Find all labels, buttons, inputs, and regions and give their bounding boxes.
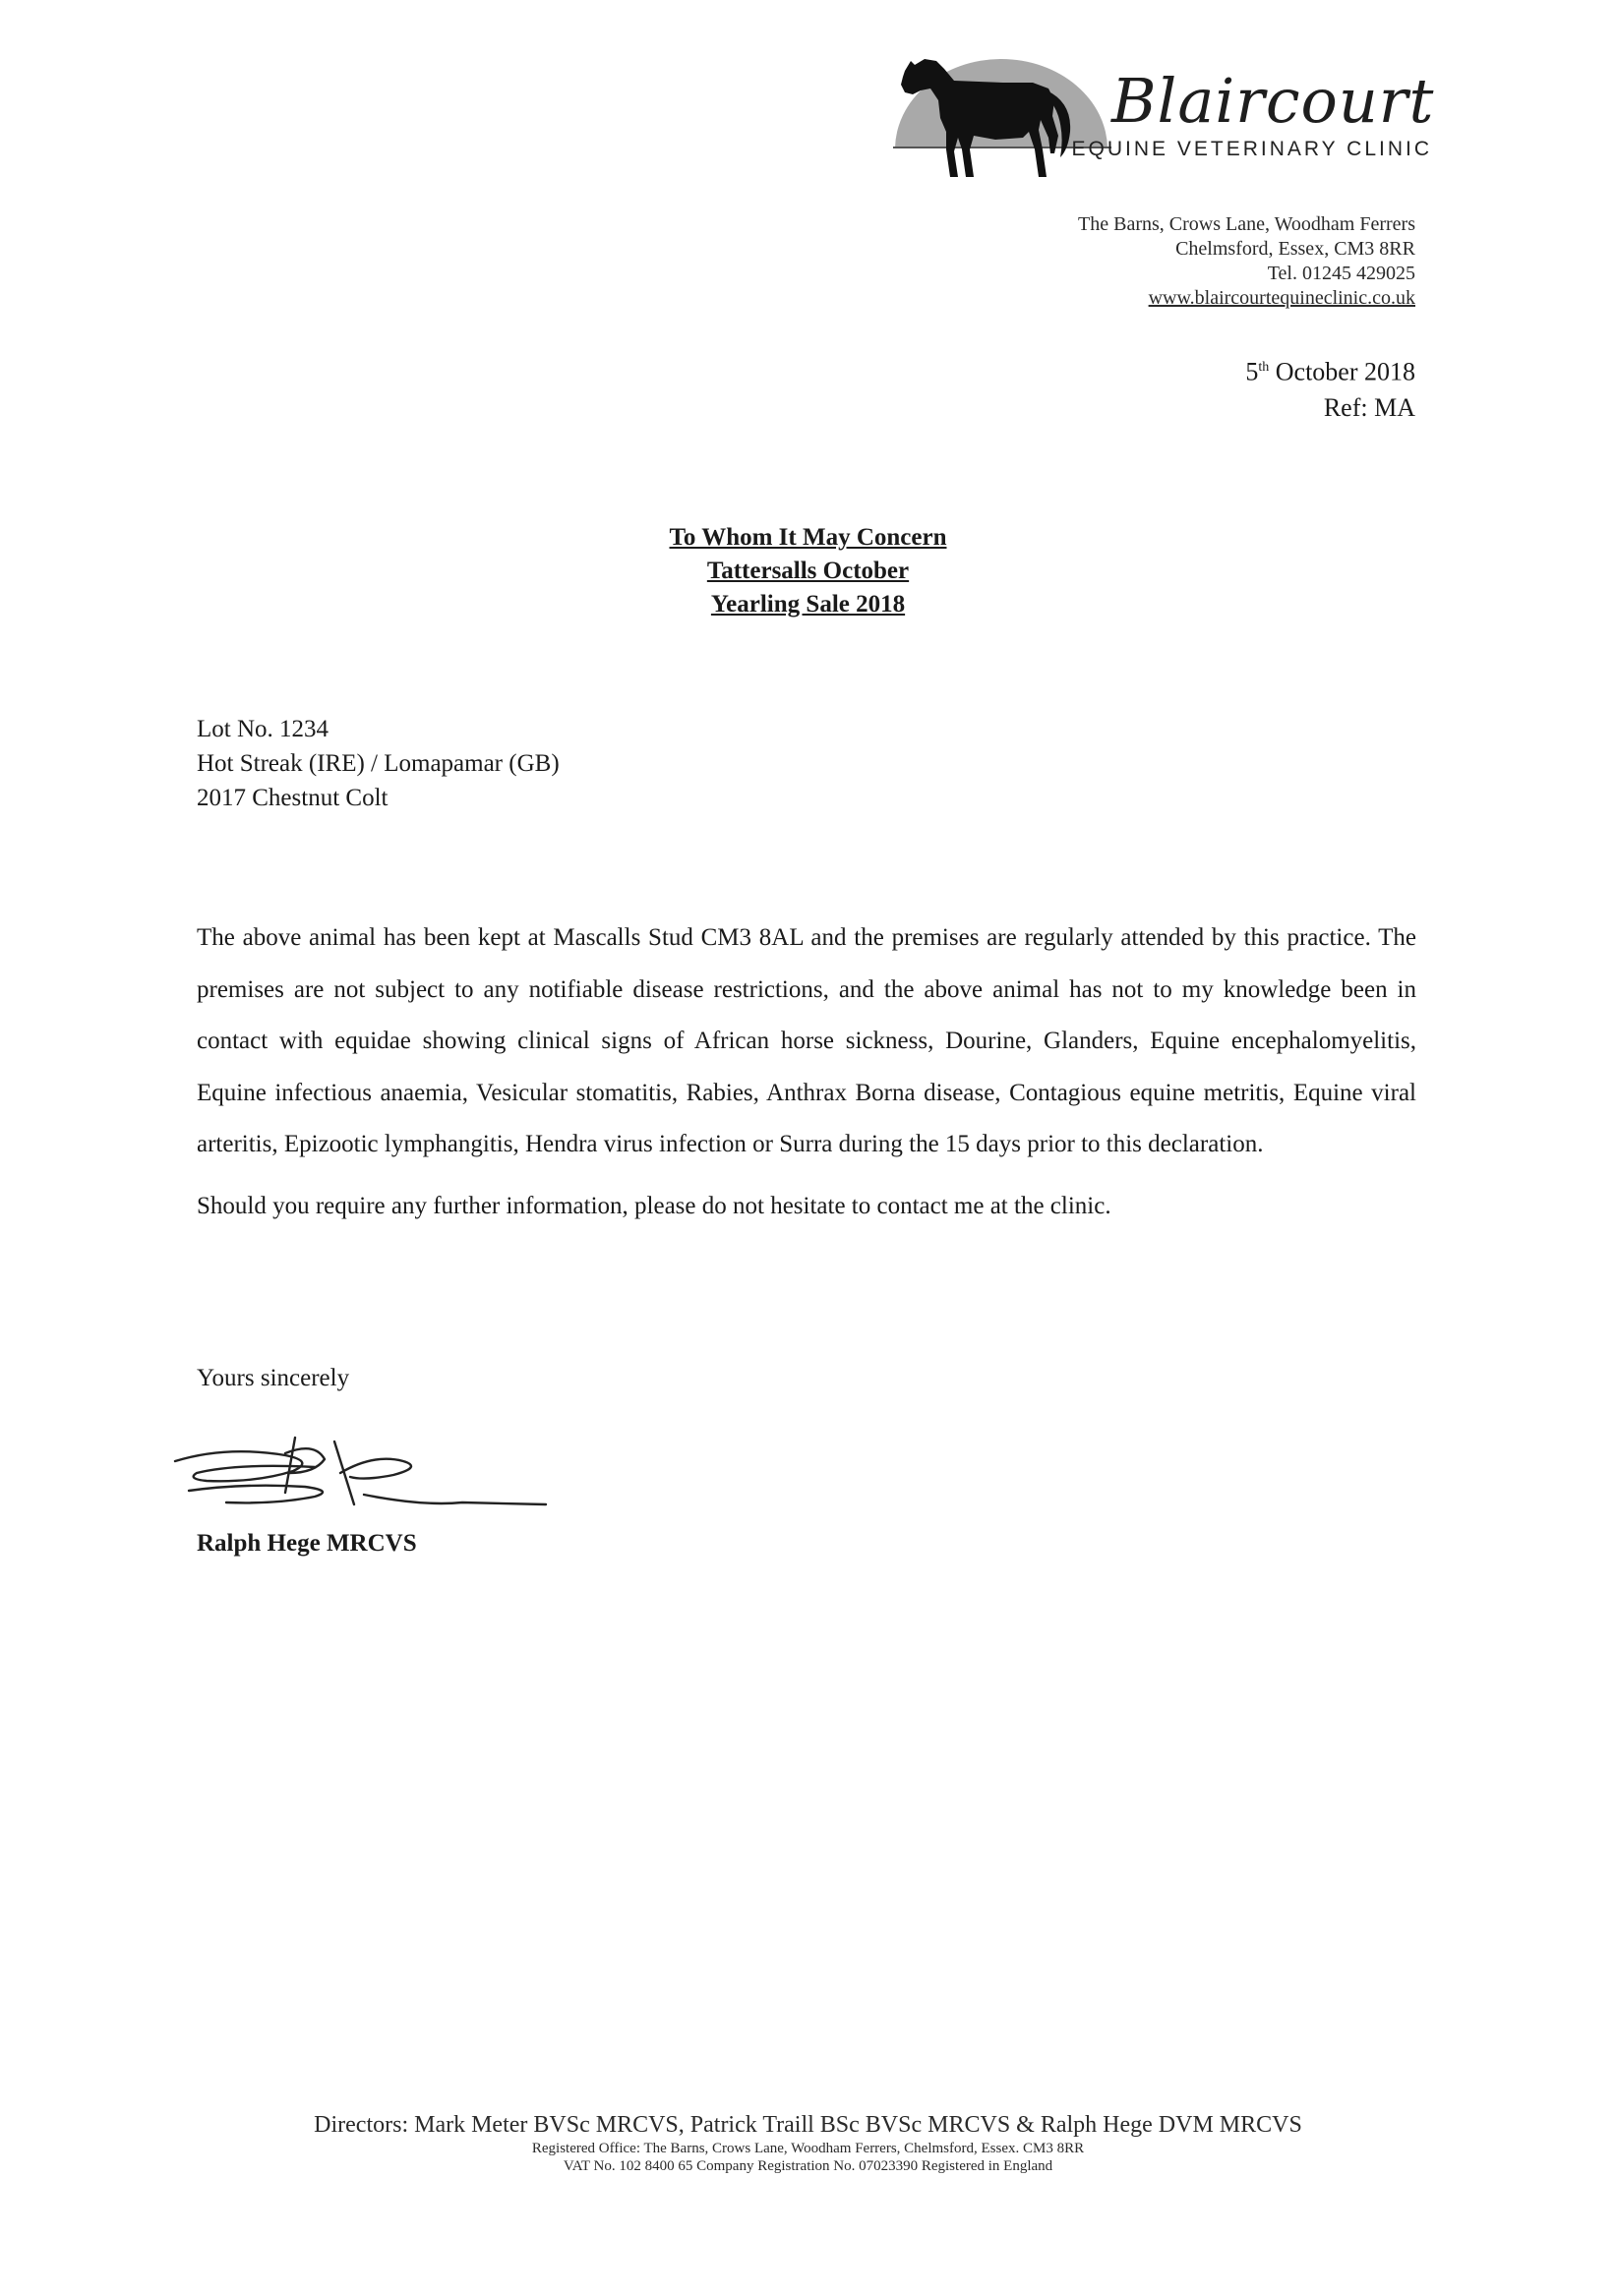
clinic-address <box>1078 212 1415 311</box>
letter-footer <box>0 2110 1616 2175</box>
lot-number: Lot No. 1234 <box>197 716 329 742</box>
address-line: Chelmsford, Essex, CM3 8RR <box>1175 238 1415 260</box>
body-paragraph: The above animal has been kept at Mascalls Stud CM3 8AL and the premises are regularly attended by this practice. The premises are not subject to any notifiable disease restrictions, and the above animal has not to my knowledge been in contact with equidae showing clinical signs of African horse sickness, Dourine, Glanders, Equine encephalomyelitis, Equine infectious anaemia, Vesicular stomatitis, Rabies, Anthrax Borna disease, Contagious equine metritis, Equine viral arteritis, Epizootic lymphangitis, Hendra virus infection or Surra during the 15 days prior to this declaration. <box>197 924 1416 1157</box>
footer-registered-office: Registered Office: The Barns, Crows Lane, Woodham Ferrers, Chelmsford, Essex. CM3 8RR <box>531 2141 1085 2156</box>
signer-name: Ralph Hege MRCVS <box>197 1530 417 1557</box>
letter-body <box>197 913 1416 1232</box>
body-paragraph: Should you require any further information, please do not hesitate to contact me at the clinic. <box>197 1192 1111 1219</box>
subject-line: Tattersalls October <box>706 558 910 584</box>
subject-line: To Whom It May Concern <box>669 524 947 551</box>
subject-line: Yearling Sale 2018 <box>710 591 906 618</box>
closing-salutation: Yours sincerely <box>197 1365 350 1391</box>
website-link[interactable]: www.blaircourtequineclinic.co.uk <box>1148 287 1415 309</box>
handwritten-signature <box>167 1434 561 1528</box>
lot-pedigree: Hot Streak (IRE) / Lomapamar (GB) <box>197 750 560 777</box>
clinic-logo: Blaircourt EQUINE VETERINARY CLINIC <box>885 47 1436 190</box>
footer-vat-company: VAT No. 102 8400 65 Company Registration No. 07023390 Registered in England <box>563 2158 1053 2174</box>
address-line: The Barns, Crows Lane, Woodham Ferrers <box>1078 213 1415 235</box>
letter-subject <box>0 521 1616 621</box>
phone-number: Tel. 01245 429025 <box>1267 263 1415 284</box>
lot-description: 2017 Chestnut Colt <box>197 785 389 811</box>
lot-details <box>197 712 560 815</box>
footer-directors: Directors: Mark Meter BVSc MRCVS, Patrick Traill BSc BVSc MRCVS & Ralph Hege DVM MRCVS <box>314 2112 1302 2138</box>
letter-reference: Ref: MA <box>1323 392 1415 422</box>
letter-date: 5th October 2018 <box>1245 357 1415 386</box>
date-reference-block <box>1245 350 1415 426</box>
horse-logo-icon <box>885 47 1111 190</box>
